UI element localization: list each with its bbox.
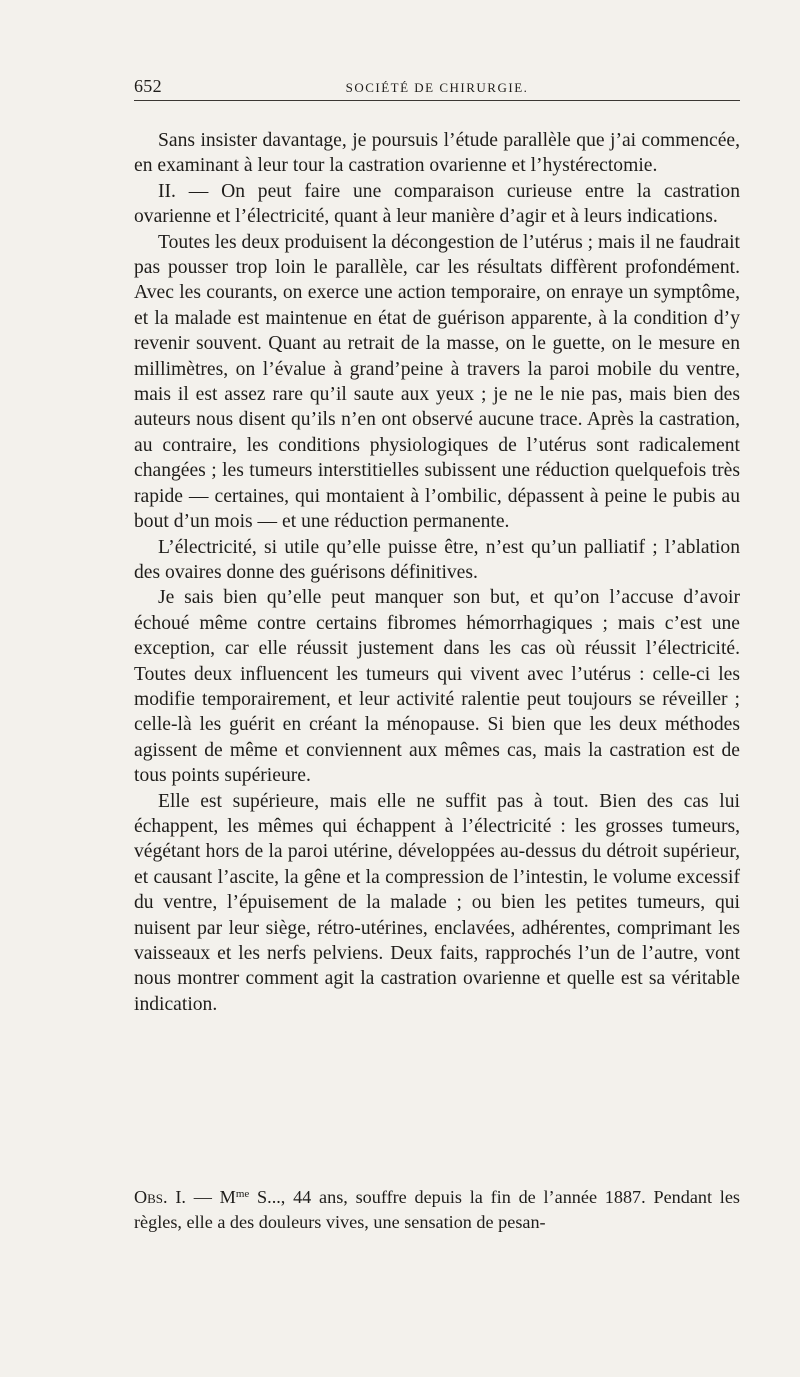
observation-dash: — M <box>185 1187 236 1207</box>
paragraph: II. — On peut faire une comparaison curieuse entre la castration ovarienne et l’électricité, quant à leur manière d’agir et à leurs indications. <box>134 180 740 228</box>
paragraph: L’électricité, si utile qu’elle puisse être, n’est qu’un palliatif ; l’ablation des ovaires donne des guérisons définitives. <box>134 536 740 583</box>
observation-text: S..., 44 ans, souffre depuis la fin de l’année 1887. Pendant les règles, elle a des douleurs vives, une sensation de pesan- <box>134 1187 741 1232</box>
observation-note <box>134 1185 740 1235</box>
paragraph: Elle est supérieure, mais elle ne suffit pas à tout. Bien des cas lui échappent, les mêmes qui échappent à l’électricité : les grosses tumeurs, végétant hors de la paroi utérine, développées au-dessus du détroit supérieur, et causant l’ascite, la gêne et la compression de l’intestin, le volume excessif du ventre, l’épuisement de la malade ; ou bien les petites tumeurs, qui nuisent par leur siège, rétro-utérines, enclavées, adhérentes, comprimant les vaisseaux et les nerfs pelviens. Deux faits, rapprochés l’un de l’autre, vont nous montrer comment agit la castration ovarienne et quelle est sa véritable indication. <box>134 790 740 1015</box>
paragraph: Je sais bien qu’elle peut manquer son but, et qu’on l’accuse d’avoir échoué même contre certains fibromes hémorrhagiques ; mais c’est une exception, car elle réussit justement dans les cas où réussit l’électricité. Toutes deux influencent les tumeurs qui vivent avec l’utérus : celle-ci les modifie temporairement, et leur activité ralentie peut toujours se réveiller ; celle-là les guérit en créant la ménopause. Si bien que les deux méthodes agissent de même et conviennent aux mêmes cas, mais la castration est de tous points supérieure. <box>134 587 740 787</box>
running-title: SOCIÉTÉ DE CHIRURGIE. <box>345 80 529 95</box>
paragraph: Toutes les deux produisent la décongestion de l’utérus ; mais il ne faudrait pas pousser trop loin le parallèle, car les résultats diffèrent profondément. Avec les courants, on exerce une action temporaire, on enraye un symptôme, et la malade est maintenue en état de guérison apparente, à la condition d’y revenir souvent. Quant au retrait de la masse, on le guette, on le mesure en millimètres, on l’évalue à grand’peine à travers la paroi mobile du ventre, mais il est assez rare qu’il saute aux yeux ; je ne le nie pas, mais bien des auteurs nous disent qu’ils n’en ont observé aucune trace. Après la castration, au contraire, les conditions physiologiques de l’utérus sont radicalement changées ; les tumeurs interstitielles subissent une réduction quelquefois très rapide — certaines, qui montaient à l’ombilic, dépassent à peine le pubis au bout d’un mois — et une réduction permanente. <box>134 231 740 533</box>
paragraph: Sans insister davantage, je poursuis l’étude parallèle que j’ai commencée, en examinant à leur tour la castration ovarienne et l’hystérectomie. <box>134 130 740 177</box>
page-number: 652 <box>134 76 162 96</box>
observation-superscript: me <box>235 1188 250 1200</box>
observation-label: Obs. I. <box>134 1187 186 1207</box>
running-header <box>134 76 740 101</box>
body-text <box>134 128 740 1017</box>
observation-paragraph <box>134 1185 740 1235</box>
